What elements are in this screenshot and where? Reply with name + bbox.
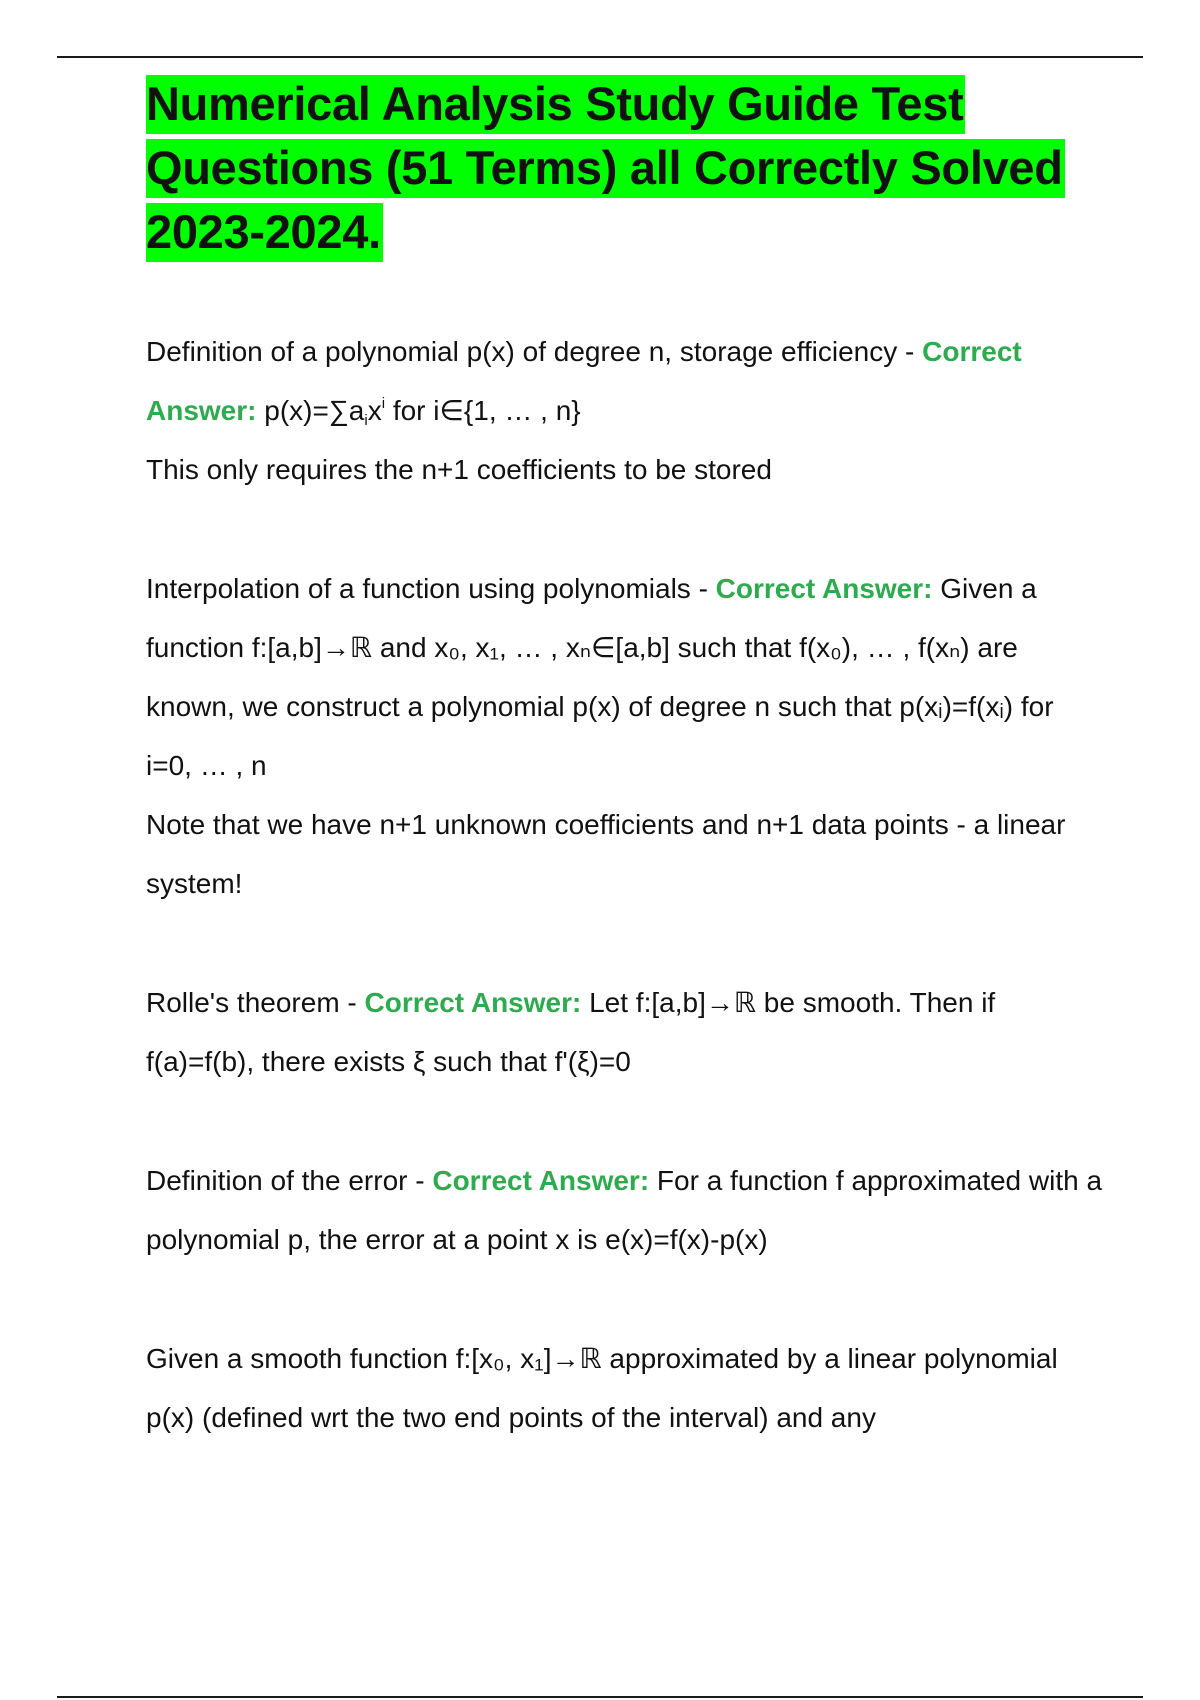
qa-list [146, 322, 1106, 1447]
qa-entry-error-definition [146, 1151, 1106, 1269]
answer-text: Given a function f:[a,b]→ℝ and x₀, x₁, … , xₙ∈[a,b] such that f(x₀), … , f(xₙ) are known, we construct a polynomial p(x) of degree n such that p(xᵢ)=f(xᵢ) for i=0, … , n [146, 573, 1054, 781]
qa-entry-rolles-theorem [146, 973, 1106, 1091]
answer-text-part: p(x)=∑a [256, 395, 365, 426]
top-rule [57, 56, 1143, 58]
entry-text [146, 559, 1106, 795]
entry-text [146, 1329, 1106, 1447]
document-title [146, 72, 1106, 264]
answer-text-part: for i∈{1, … , n} [385, 395, 581, 426]
subscript: i [364, 412, 368, 429]
entry-text [146, 973, 1106, 1091]
document-body [146, 72, 1106, 1507]
answer-text: For a function f approximated with a polynomial p, the error at a point x is e(x)=f(x)-p(x) [146, 1165, 1103, 1255]
correct-answer-label: Correct Answer: [364, 987, 582, 1018]
answer-text: Let f:[a,b]→ℝ be smooth. Then if f(a)=f(b), there exists ξ such that f'(ξ)=0 [146, 987, 996, 1077]
qa-entry-linear-approximation [146, 1329, 1106, 1447]
entry-text [146, 1151, 1106, 1269]
question-text: Interpolation of a function using polynomials - [146, 573, 716, 604]
answer-text-part: x [367, 395, 382, 426]
qa-entry-polynomial-definition [146, 322, 1106, 499]
question-text: Given a smooth function f:[x₀, x₁]→ℝ approximated by a linear polynomial p(x) (defined wrt the two end points of the interval) and any [146, 1343, 1058, 1433]
qa-entry-interpolation [146, 559, 1106, 913]
question-text: Rolle's theorem - [146, 987, 365, 1018]
correct-answer-label: Correct Answer: [146, 336, 1022, 426]
answer-note: Note that we have n+1 unknown coefficients and n+1 data points - a linear system! [146, 809, 1066, 899]
title-highlight: Numerical Analysis Study Guide Test Questions (51 Terms) all Correctly Solved 2023-2024. [146, 75, 1065, 262]
correct-answer-label: Correct Answer: [432, 1165, 650, 1196]
correct-answer-label: Correct Answer: [715, 573, 933, 604]
question-text: Definition of a polynomial p(x) of degree n, storage efficiency - [146, 336, 923, 367]
entry-text [146, 322, 1106, 440]
question-text: Definition of the error - [146, 1165, 433, 1196]
superscript: i [381, 395, 386, 412]
answer-note: This only requires the n+1 coefficients to be stored [146, 454, 772, 485]
bottom-rule [57, 1696, 1143, 1698]
